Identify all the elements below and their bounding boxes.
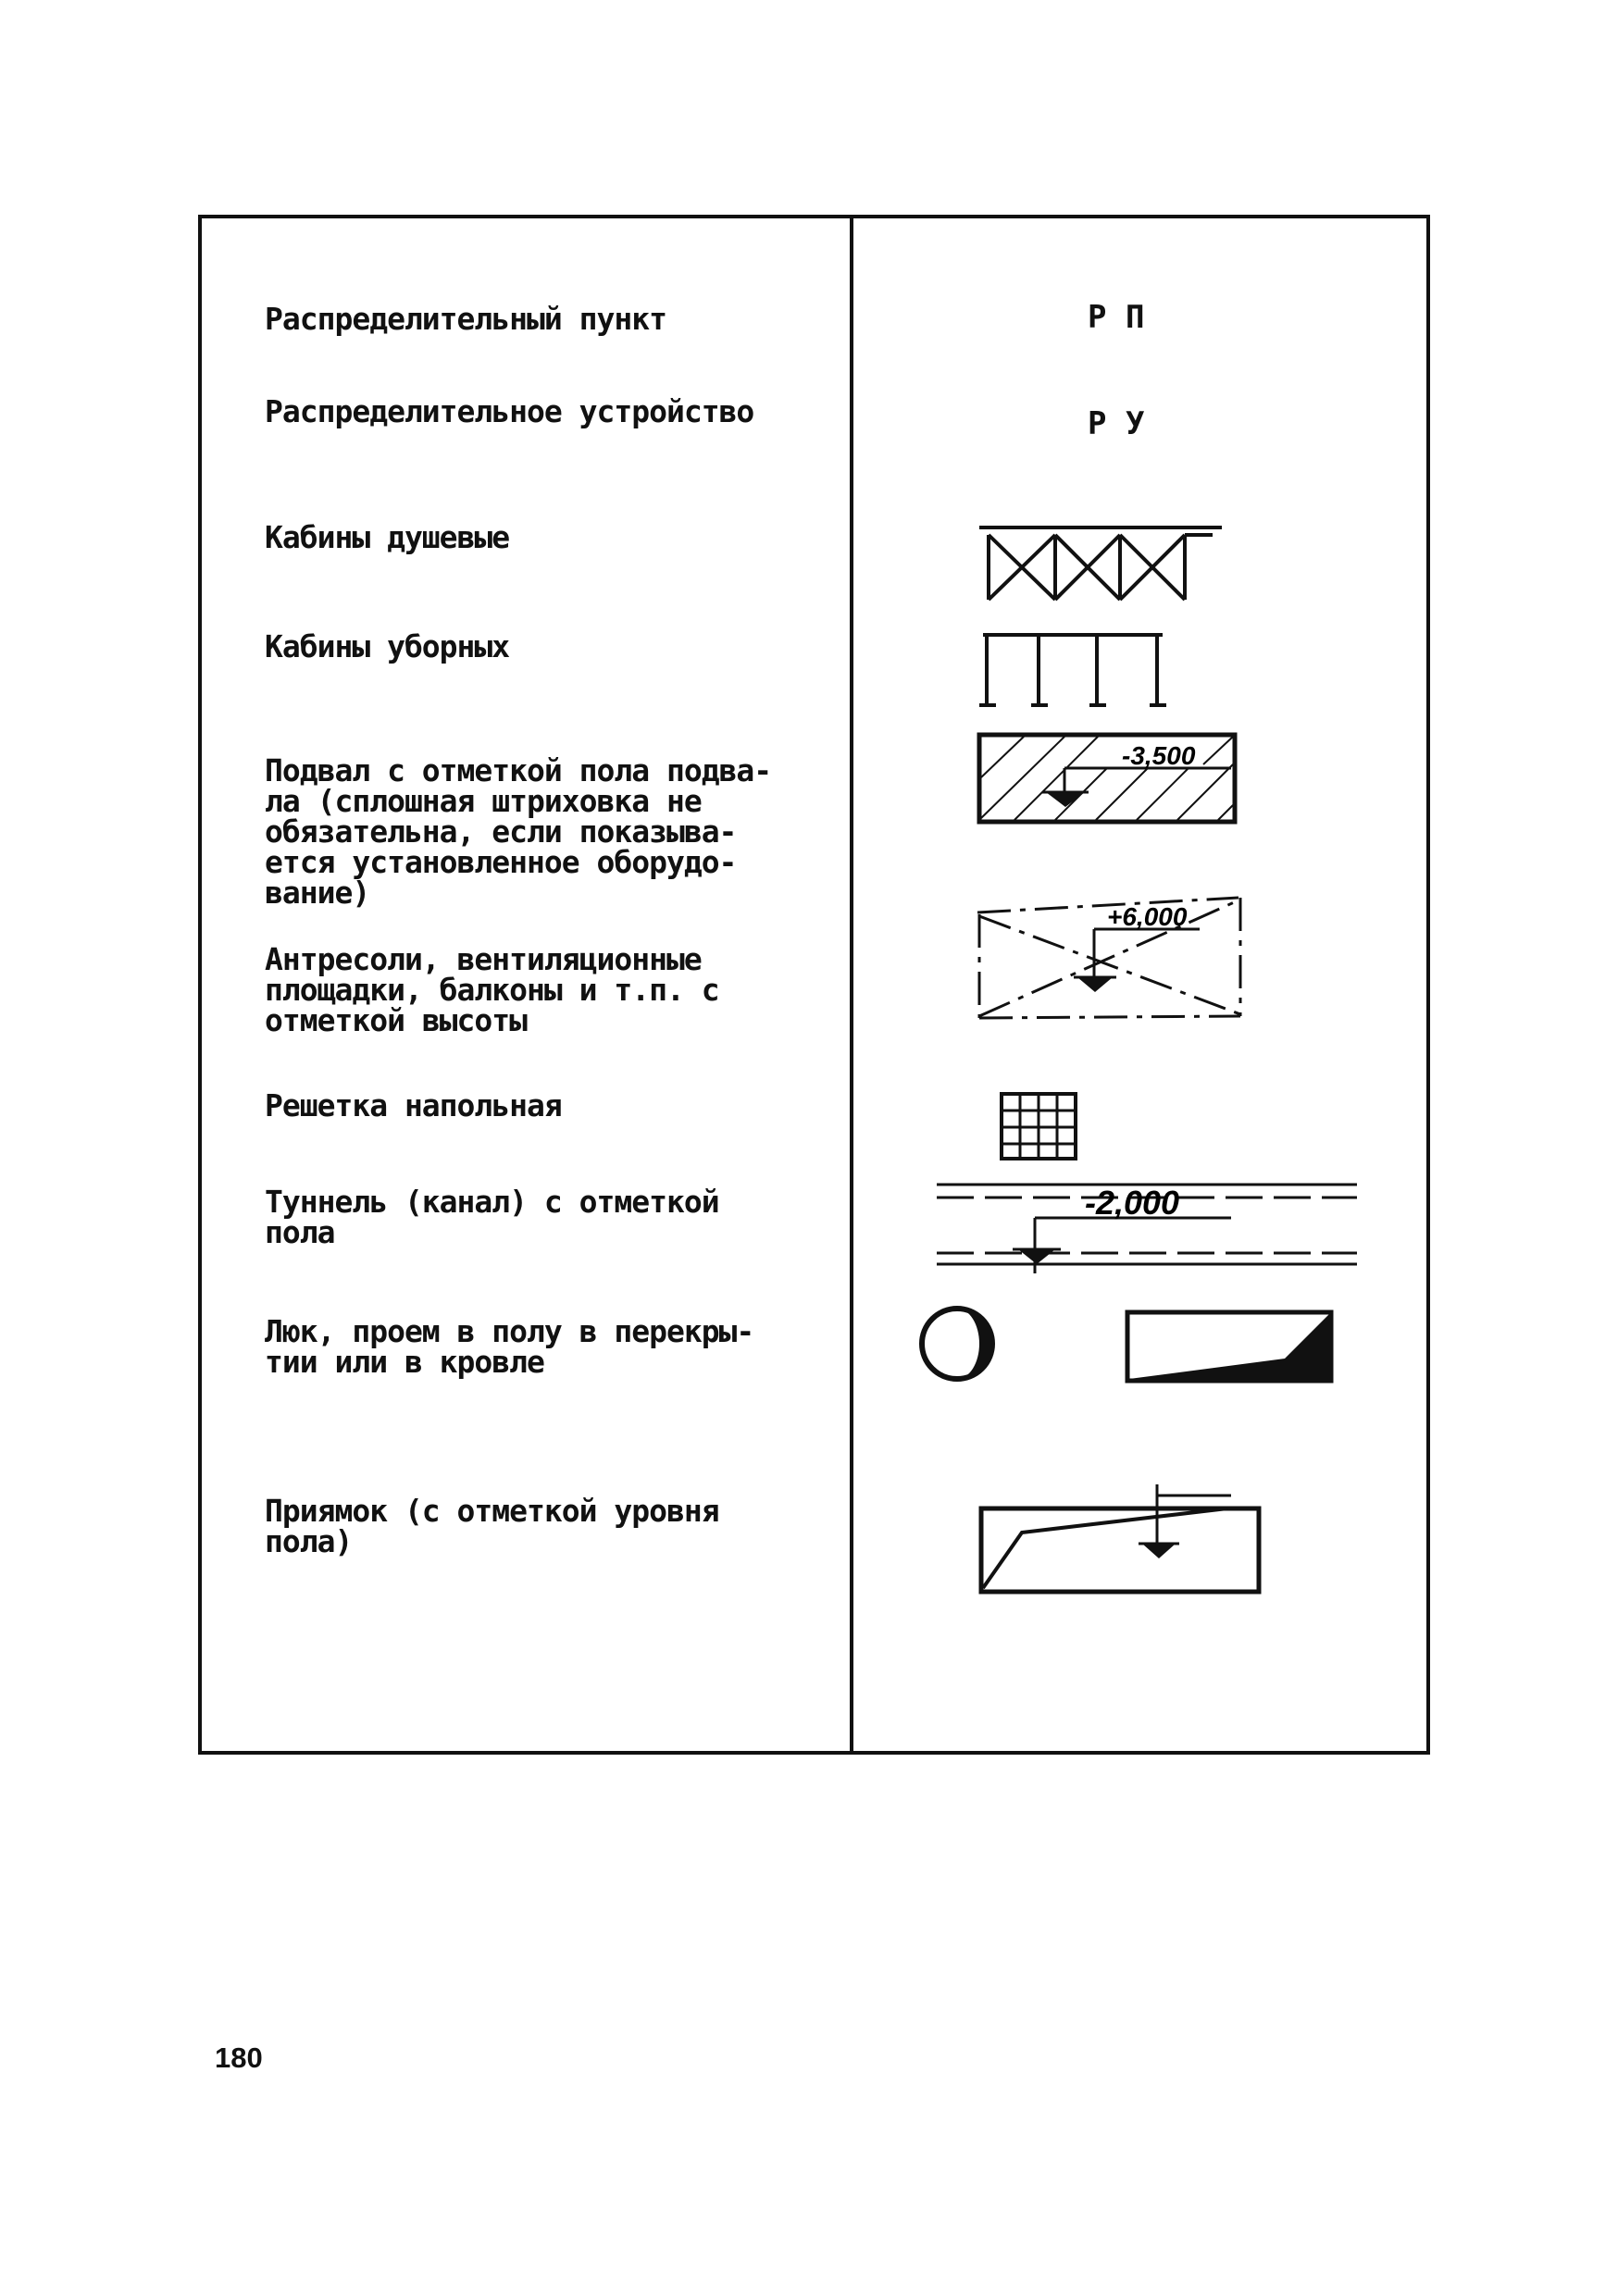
row-label-tunnel: Туннель (канал) с отметкой пола — [265, 1184, 719, 1250]
basement-level: -3,500 — [1122, 741, 1196, 770]
pit-symbol — [981, 1484, 1259, 1592]
mezzanine-level: +6,000 — [1107, 902, 1188, 931]
row-label-basement: Подвал с отметкой пола подва- ла (сплошная штриховка не обязательна, если показыва- ется установленное оборудо- вание) — [265, 752, 772, 911]
tunnel-level: -2,000 — [1085, 1184, 1180, 1222]
row-label-mezzanine: Антресоли, вентиляционные площадки, балконы и т.п. с отметкой высоты — [265, 941, 719, 1038]
row-label-toilet-cabins: Кабины уборных — [265, 628, 510, 664]
floor-grating-symbol — [1002, 1094, 1076, 1159]
basement-symbol — [979, 735, 1235, 822]
shower-cabins-symbol — [979, 527, 1222, 600]
page-number: 180 — [215, 2042, 263, 2074]
distribution-point-code: Р П — [1088, 299, 1145, 336]
hatch-opening-symbol — [922, 1309, 1331, 1381]
row-label-distribution-point: Распределительный пункт — [265, 301, 666, 337]
row-label-floor-grating: Решетка напольная — [265, 1087, 562, 1123]
toilet-cabins-symbol — [979, 635, 1166, 705]
mezzanine-symbol — [977, 898, 1240, 1018]
switchgear-code: Р У — [1088, 405, 1145, 442]
row-label-pit: Приямок (с отметкой уровня пола) — [265, 1493, 719, 1559]
row-label-hatch: Люк, проем в полу в перекры- тии или в кровле — [265, 1313, 754, 1380]
row-label-shower-cabins: Кабины душевые — [265, 519, 510, 555]
row-label-switchgear: Распределительное устройство — [265, 393, 754, 429]
tunnel-symbol — [937, 1184, 1357, 1273]
